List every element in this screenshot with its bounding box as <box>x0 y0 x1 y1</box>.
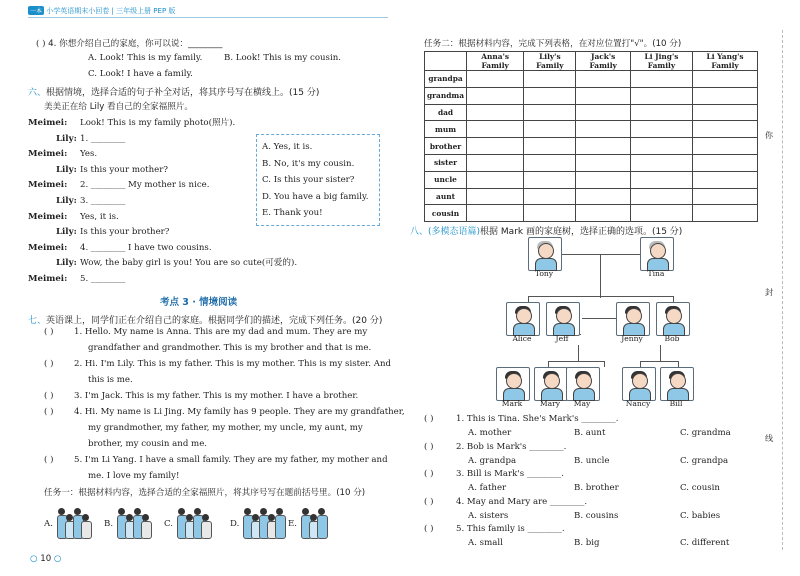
item-paren: ( ) <box>44 407 54 417</box>
person-head <box>252 514 259 521</box>
item-line: 1. Hello. My name is Anna. This are my dad and mum. They are my <box>74 327 368 337</box>
question-option-c: C. babies <box>680 510 721 521</box>
dialog-line: 1. ________ <box>80 133 126 144</box>
section-7-num: 七、 <box>28 316 47 326</box>
tree-portrait-may <box>566 367 600 401</box>
q4-option-b: B. Look! This is my cousin. <box>224 53 341 63</box>
item-line: 5. I'm Li Yang. I have a small family. They are my father, my mother and <box>74 455 388 465</box>
table-cell[interactable] <box>467 87 524 104</box>
margin-char-ni: 你 <box>765 131 773 140</box>
header-grade: 三年级上册 PEP 版 <box>116 7 176 15</box>
tree-name: Mark <box>501 399 523 408</box>
photo-label: E. <box>288 519 298 529</box>
table-row <box>425 205 758 222</box>
table-cell[interactable] <box>693 171 758 188</box>
table-cell[interactable] <box>576 188 630 205</box>
table-cell[interactable] <box>467 205 524 222</box>
tree-name: Tina <box>647 269 665 278</box>
item-line: me. I love my family! <box>88 471 180 481</box>
dialog-speaker: Meimei: <box>28 118 68 128</box>
tree-connector <box>562 254 640 255</box>
dialog-speaker: Meimei: <box>28 180 68 191</box>
page-header <box>28 6 175 16</box>
section-8-text: 根据 Mark 画的家庭树，选择正确的选项。(15 分) <box>480 227 683 237</box>
kaodian-heading: 考点 3 · 情境阅读 <box>160 297 238 308</box>
table-cell[interactable] <box>576 71 630 88</box>
question-option-b: B. aunt <box>574 428 606 438</box>
table-cell[interactable] <box>524 188 576 205</box>
table-cell[interactable] <box>524 87 576 104</box>
table-cell[interactable] <box>693 87 758 104</box>
section-6-text: 根据情境，选择合适的句子补全对话，将其序号写在横线上。(15 分) <box>46 88 320 98</box>
tree-name: Tony <box>534 269 554 278</box>
tree-connector <box>678 361 679 367</box>
table-cell[interactable] <box>467 188 524 205</box>
tree-connector <box>600 254 601 298</box>
family-photo-figure <box>242 506 286 538</box>
person-body <box>317 515 328 539</box>
item-line: brother, my cousin and me. <box>88 439 208 449</box>
table-cell[interactable] <box>524 104 576 121</box>
person-head <box>202 514 209 521</box>
table-row-label: grandpa <box>425 71 467 88</box>
table-cell[interactable] <box>524 138 576 155</box>
person-head <box>134 508 141 515</box>
item-paren: ( ) <box>44 391 54 401</box>
table-cell[interactable] <box>467 138 524 155</box>
dialog-line: Look! This is my family photo(照片). <box>80 118 236 128</box>
page-number-prefix-dot: ○ <box>30 554 41 564</box>
table-cell[interactable] <box>576 87 630 104</box>
question-option-a: A. father <box>468 483 507 493</box>
table-cell[interactable] <box>576 138 630 155</box>
margin-char-xian: 线 <box>765 434 773 443</box>
tree-portrait-tina <box>640 237 674 271</box>
question-option-a: A. grandpa <box>468 455 517 466</box>
table-header: Lily's Family <box>524 52 576 71</box>
person-head <box>142 514 149 521</box>
dialog-line: 4. ________ I have two cousins. <box>80 242 212 253</box>
person-head <box>268 514 275 521</box>
question-option-b: B. cousins <box>574 510 619 521</box>
person-head <box>58 508 65 515</box>
table-row <box>425 171 758 188</box>
question-option-b: B. big <box>574 538 600 548</box>
table-cell[interactable] <box>693 205 758 222</box>
tree-portrait-nancy <box>622 367 656 401</box>
family-table <box>424 51 758 222</box>
dialog-option: E. Thank you! <box>262 208 323 218</box>
table-corner <box>425 52 467 71</box>
person-body <box>141 521 152 539</box>
tree-portrait-bob <box>656 302 690 336</box>
table-row-label: mum <box>425 121 467 138</box>
person-head <box>260 508 267 515</box>
dialog-speaker: Lily: <box>56 258 77 269</box>
portrait-face <box>556 308 572 324</box>
table-row <box>425 121 758 138</box>
page-number <box>30 553 61 565</box>
table-cell[interactable] <box>576 154 630 171</box>
person-head <box>318 508 325 515</box>
table-row <box>425 71 758 88</box>
question-paren: ( ) <box>424 441 434 452</box>
table-cell[interactable] <box>630 87 692 104</box>
question-option-a: A. small <box>468 538 503 548</box>
portrait-face <box>544 373 560 389</box>
dialog-speaker: Meimei: <box>28 242 68 253</box>
tree-portrait-jeff <box>546 302 580 336</box>
question-paren: ( ) <box>424 496 434 507</box>
person-head <box>276 508 283 515</box>
tree-name: Alice <box>512 334 532 343</box>
person-head <box>194 508 201 515</box>
margin-char-feng: 封 <box>765 288 773 297</box>
dialog-speaker: Meimei: <box>28 274 68 284</box>
person-head <box>244 508 251 515</box>
tree-portrait-mark <box>496 367 530 401</box>
tree-name: Jenny <box>621 334 643 343</box>
person-body <box>81 521 92 539</box>
task2-text: 任务二：根据材料内容，完成下列表格，在对应位置打"√"。(10 分) <box>424 39 682 49</box>
table-cell[interactable] <box>576 104 630 121</box>
dialog-option: A. Yes, it is. <box>262 142 313 152</box>
dialog-line: Yes, it is. <box>80 211 119 222</box>
portrait-face <box>650 243 666 259</box>
person-head <box>118 508 125 515</box>
table-row <box>425 87 758 104</box>
table-cell[interactable] <box>693 71 758 88</box>
tree-portrait-jenny <box>616 302 650 336</box>
header-title: 小学英语期末小回卷 <box>46 7 110 15</box>
person-body <box>275 515 286 539</box>
table-row-label: aunt <box>425 188 467 205</box>
page-number-value: 10 <box>40 554 52 564</box>
table-cell[interactable] <box>524 205 576 222</box>
question-paren: ( ) <box>424 469 434 479</box>
table-cell[interactable] <box>467 121 524 138</box>
item-paren: ( ) <box>44 359 54 369</box>
table-header: Jack's Family <box>576 52 630 71</box>
dialog-line: 3. ________ <box>80 196 126 206</box>
question-option-c: C. grandpa <box>680 455 729 466</box>
tree-connector <box>604 361 605 367</box>
table-cell[interactable] <box>693 138 758 155</box>
dialog-speaker: Lily: <box>56 133 77 144</box>
table-cell[interactable] <box>524 121 576 138</box>
tree-name: May <box>573 399 591 408</box>
table-cell[interactable] <box>630 121 692 138</box>
section-8-num: 八、 <box>410 227 429 237</box>
table-row-label: cousin <box>425 205 467 222</box>
question-text: 4. May and Mary are ________. <box>456 496 588 507</box>
dialog-line: 2. ________ My mother is nice. <box>80 180 210 191</box>
table-row-label: dad <box>425 104 467 121</box>
tree-connector <box>640 361 678 362</box>
task1-text: 任务一：根据材料内容，选择合适的全家福照片，将其序号写在题前括号里。(10 分) <box>44 488 366 498</box>
table-cell[interactable] <box>524 171 576 188</box>
dialog-speaker: Meimei: <box>28 149 68 160</box>
table-cell[interactable] <box>524 71 576 88</box>
tree-name: Bob <box>664 334 680 343</box>
tree-name: Jeff <box>555 334 569 343</box>
section-6-num: 六、 <box>28 88 47 98</box>
table-cell[interactable] <box>467 154 524 171</box>
section-6-title <box>28 85 319 98</box>
q4-paren: ( ) <box>36 39 46 49</box>
question-option-b: B. uncle <box>574 455 610 466</box>
table-cell[interactable] <box>630 154 692 171</box>
table-cell[interactable] <box>524 154 576 171</box>
item-line: my grandmother, my father, my mother, my uncle, my aunt, my <box>88 423 363 433</box>
person-head <box>82 514 89 521</box>
table-cell[interactable] <box>693 104 758 121</box>
photo-label: B. <box>104 519 114 529</box>
table-cell[interactable] <box>630 138 692 155</box>
tree-connector <box>548 361 549 367</box>
portrait-face <box>632 373 648 389</box>
item-line: 4. Hi. My name is Li Jing. My family has 9 people. They are my grandfather, <box>74 407 405 417</box>
question-option-a: A. sisters <box>468 510 509 521</box>
portrait-face <box>576 373 592 389</box>
dialog-line: Wow, the baby girl is you! You are so cute(可爱的). <box>80 258 298 269</box>
tree-connector <box>673 296 674 302</box>
question-text: 3. Bill is Mark's ________. <box>456 469 564 479</box>
question-option-c: C. different <box>680 538 730 548</box>
table-cell[interactable] <box>630 104 692 121</box>
table-cell[interactable] <box>576 121 630 138</box>
tree-connector <box>582 318 616 319</box>
tree-connector <box>580 334 581 335</box>
question-option-b: B. brother <box>574 483 619 493</box>
tree-portrait-mary <box>534 367 568 401</box>
page-number-suffix-dot: ○ <box>51 554 62 564</box>
dialog-line: Is this your mother? <box>80 164 168 175</box>
person-head <box>66 514 73 521</box>
question-option-c: C. grandma <box>680 428 731 438</box>
table-cell[interactable] <box>467 104 524 121</box>
person-head <box>126 514 133 521</box>
q4-text: 4. 你想介绍自己的家庭，你可以说：________ <box>48 39 223 49</box>
table-cell[interactable] <box>630 205 692 222</box>
tree-connector <box>578 345 579 361</box>
item-paren: ( ) <box>44 455 54 465</box>
section-6-intro: 美美正在给 Lily 看自己的全家福照片。 <box>44 102 194 112</box>
q4-option-c: C. Look! I have a family. <box>88 69 193 79</box>
person-head <box>74 508 81 515</box>
portrait-face <box>506 373 522 389</box>
table-header: Li Jing's Family <box>630 52 692 71</box>
dialog-speaker: Lily: <box>56 196 77 206</box>
section-8-title <box>410 224 682 237</box>
table-cell[interactable] <box>693 154 758 171</box>
tree-portrait-bill <box>660 367 694 401</box>
dialog-line: Yes. <box>80 149 98 160</box>
question-option-c: C. cousin <box>680 483 720 493</box>
table-cell[interactable] <box>467 171 524 188</box>
table-cell[interactable] <box>693 121 758 138</box>
portrait-face <box>670 373 686 389</box>
person-head <box>178 508 185 515</box>
dialog-option: B. No, it's my cousin. <box>262 158 355 169</box>
dialog-speaker: Lily: <box>56 227 77 238</box>
tree-connector <box>528 296 673 297</box>
item-line: this is me. <box>88 375 133 385</box>
table-row <box>425 104 758 121</box>
section-8-tag: (多模态语篇) <box>428 227 481 237</box>
header-rule <box>28 17 388 18</box>
section-7-title <box>28 313 382 326</box>
table-cell[interactable] <box>693 188 758 205</box>
table-row-label: sister <box>425 154 467 171</box>
tree-connector <box>660 345 661 361</box>
header-divider: | <box>111 7 114 15</box>
table-row-label: brother <box>425 138 467 155</box>
dialog-speaker: Lily: <box>56 164 77 175</box>
table-cell[interactable] <box>630 188 692 205</box>
table-row-label: grandma <box>425 87 467 104</box>
tree-connector <box>640 361 641 367</box>
dialog-option: C. Is this your sister? <box>262 175 355 185</box>
tree-connector <box>548 361 604 362</box>
table-row <box>425 138 758 155</box>
table-cell[interactable] <box>630 71 692 88</box>
question-text: 5. This family is ________. <box>456 524 565 534</box>
tree-portrait-tony <box>528 237 562 271</box>
margin-line <box>782 30 783 550</box>
tree-name: Nancy <box>625 399 651 408</box>
table-cell[interactable] <box>576 205 630 222</box>
item-line: 3. I'm Jack. This is my father. This is my mother. I have a brother. <box>74 391 359 401</box>
q4-line <box>36 38 222 50</box>
item-line: 2. Hi. I'm Lily. This is my father. This is my mother. This is my sister. And <box>74 359 392 369</box>
person-head <box>302 508 309 515</box>
family-photo-figure <box>116 506 160 538</box>
dialog-option: D. You have a big family. <box>262 191 369 202</box>
person-body <box>201 521 212 539</box>
table-row <box>425 188 758 205</box>
photo-label: C. <box>164 519 174 529</box>
table-cell[interactable] <box>630 171 692 188</box>
tree-connector <box>528 296 529 302</box>
question-text: 1. This is Tina. She's Mark's ________. <box>456 414 619 424</box>
tree-portrait-alice <box>506 302 540 336</box>
table-cell[interactable] <box>576 171 630 188</box>
dialog-speaker: Meimei: <box>28 211 68 222</box>
family-photo-figure <box>56 506 100 538</box>
table-header: Li Yang's Family <box>693 52 758 71</box>
portrait-face <box>626 308 642 324</box>
table-cell[interactable] <box>467 71 524 88</box>
table-header: Anna's Family <box>467 52 524 71</box>
dialog-line: 5. ________ <box>80 274 126 284</box>
person-head <box>310 514 317 521</box>
tree-name: Mary <box>539 399 561 408</box>
item-line: grandfather and grandmother. This is my brother and that is me. <box>88 343 372 353</box>
question-paren: ( ) <box>424 524 434 534</box>
photo-label: D. <box>230 519 240 529</box>
portrait-face <box>538 243 554 259</box>
header-badge: 一本 <box>30 8 43 15</box>
person-head <box>186 514 193 521</box>
family-photo-figure <box>300 506 344 538</box>
portrait-face <box>666 308 682 324</box>
table-row <box>425 154 758 171</box>
table-row-label: uncle <box>425 171 467 188</box>
question-text: 2. Bob is Mark's ________. <box>456 441 567 452</box>
item-paren: ( ) <box>44 327 54 337</box>
dialog-line: Is this your brother? <box>80 227 170 238</box>
portrait-face <box>516 308 532 324</box>
family-photo-figure <box>176 506 220 538</box>
question-option-a: A. mother <box>468 428 512 438</box>
q4-option-a: A. Look! This is my family. <box>88 53 203 63</box>
question-paren: ( ) <box>424 414 434 424</box>
photo-label: A. <box>44 519 53 529</box>
tree-name: Bill <box>669 399 683 408</box>
section-7-text: 英语课上，同学们正在介绍自己的家庭。根据同学们的描述，完成下列任务。(20 分) <box>46 316 383 326</box>
